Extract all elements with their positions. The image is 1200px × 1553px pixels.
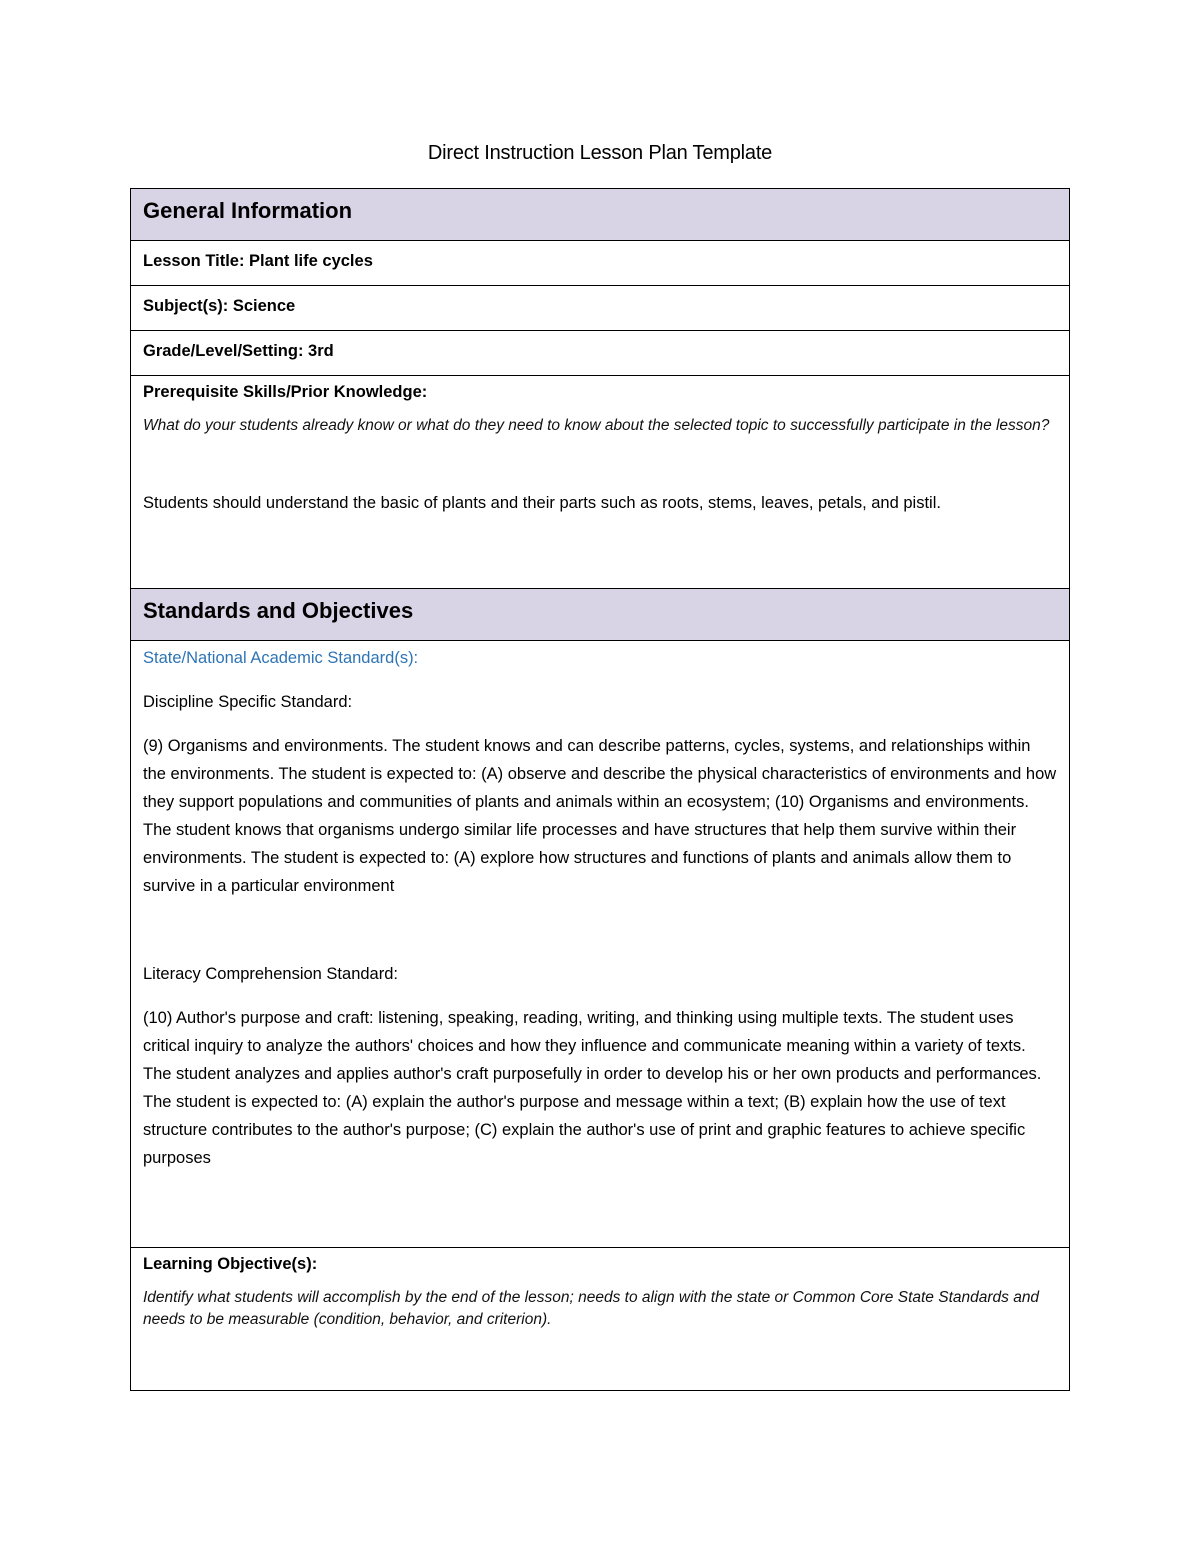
general-information-heading: General Information bbox=[131, 189, 1070, 241]
learning-objectives-label: Learning Objective(s): bbox=[143, 1255, 318, 1273]
academic-standards-row bbox=[131, 641, 1070, 1248]
academic-standards-cell bbox=[131, 641, 1070, 1248]
document-title: Direct Instruction Lesson Plan Template bbox=[427, 142, 773, 164]
literacy-standard-label: Literacy Comprehension Standard: bbox=[143, 965, 398, 983]
subjects-row bbox=[131, 286, 1070, 331]
subjects-field: Subject(s): Science bbox=[131, 286, 1070, 331]
learning-objectives-row bbox=[131, 1248, 1070, 1391]
lesson-plan-table bbox=[130, 188, 1070, 1391]
prerequisite-label: Prerequisite Skills/Prior Knowledge: bbox=[143, 383, 428, 401]
prerequisite-answer: Students should understand the basic of plants and their parts such as roots, stems, leaves, petals, and pistil. bbox=[143, 494, 941, 512]
discipline-standard-label: Discipline Specific Standard: bbox=[143, 693, 353, 711]
prerequisite-row bbox=[131, 376, 1070, 589]
grade-row bbox=[131, 331, 1070, 376]
general-information-header-row bbox=[131, 189, 1070, 241]
lesson-title-field: Lesson Title: Plant life cycles bbox=[131, 241, 1070, 286]
learning-objectives-prompt: Identify what students will accomplish by the end of the lesson; needs to align with the state or Common Core State Standards and needs to be measurable (condition, behavior, and criterion). bbox=[143, 1289, 1040, 1328]
grade-field: Grade/Level/Setting: 3rd bbox=[131, 331, 1070, 376]
academic-standards-label: State/National Academic Standard(s): bbox=[143, 649, 419, 667]
discipline-standard-text: (9) Organisms and environments. The student knows and can describe patterns, cycles, systems, and relationships within the environments. The student is expected to: (A) observe and describe the physical characteristics of environments and how they support populations and communities of plants and animals within an ecosystem; (10) Organisms and environments. The student knows that organisms undergo similar life processes and have structures that help them survive within their environments. The student is expected to: (A) explore how structures and functions of plants and animals allow them to survive in a particular environment bbox=[143, 737, 1057, 895]
learning-objectives-cell bbox=[131, 1248, 1070, 1391]
standards-objectives-header-row bbox=[131, 589, 1070, 641]
lesson-title-row bbox=[131, 241, 1070, 286]
literacy-standard-text: (10) Author's purpose and craft: listening, speaking, reading, writing, and thinking using multiple texts. The student uses critical inquiry to analyze the authors' choices and how they influence and communicate meaning within a variety of texts. The student analyzes and applies author's craft purposefully in order to develop his or her own products and performances. The student is expected to: (A) explain the author's purpose and message within a text; (B) explain how the use of text structure contributes to the author's purpose; (C) explain the author's use of print and graphic features to achieve specific purposes bbox=[143, 1009, 1042, 1167]
standards-objectives-heading: Standards and Objectives bbox=[131, 589, 1070, 641]
prerequisite-prompt: What do your students already know or what do they need to know about the selected topic to successfully participate in the lesson? bbox=[143, 417, 1050, 434]
prerequisite-cell bbox=[131, 376, 1070, 589]
